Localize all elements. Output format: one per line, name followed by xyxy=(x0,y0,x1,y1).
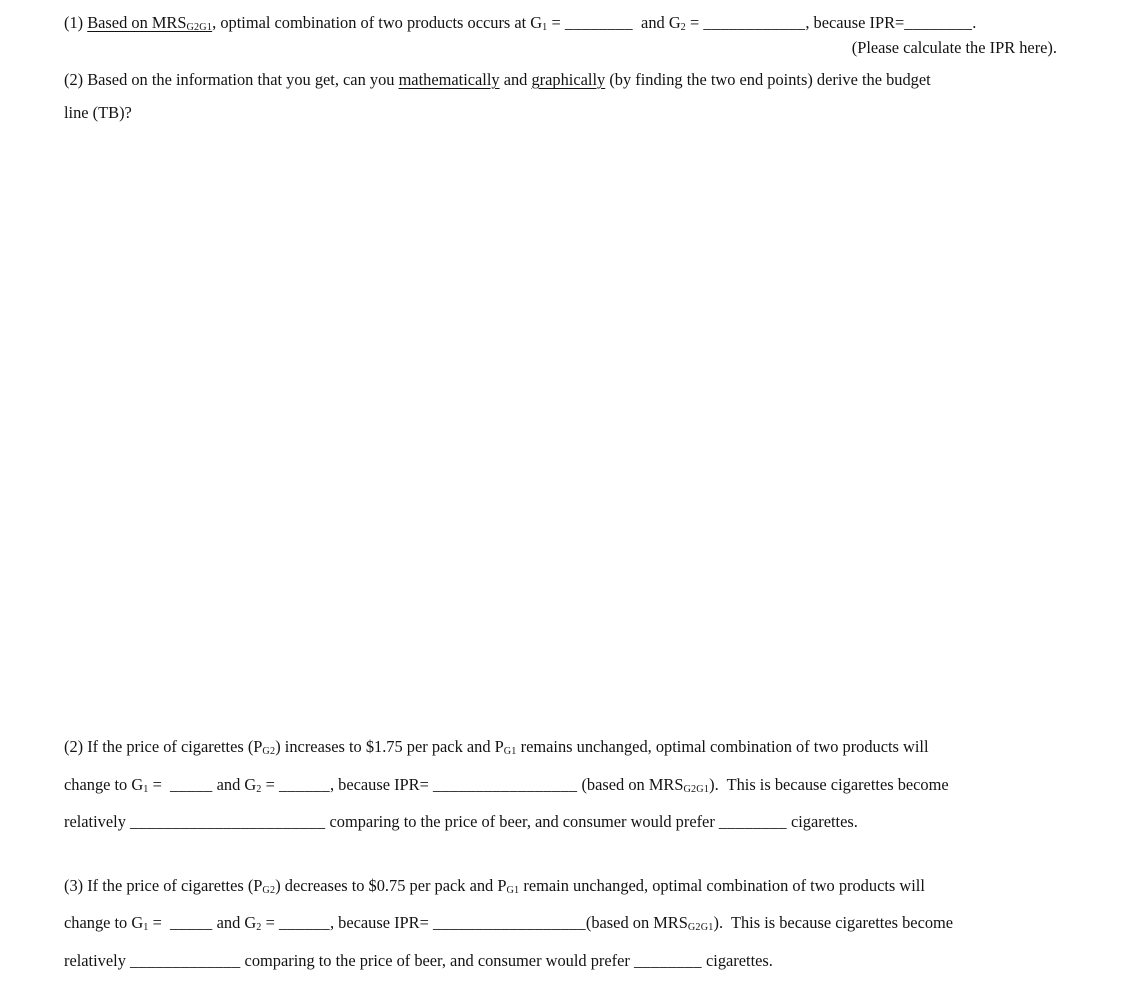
subscript-text: 1 xyxy=(143,783,149,795)
text-run: and G xyxy=(212,774,257,794)
text-run: , because IPR= xyxy=(329,913,433,932)
text-run: (1) xyxy=(64,13,88,32)
fill-in-blank: _________________ xyxy=(432,774,578,794)
fill-in-blank: ________ xyxy=(904,13,973,32)
price-decrease-line-2 xyxy=(64,906,1057,944)
text-run: relatively xyxy=(64,812,130,831)
subscript-text: 2 xyxy=(680,22,686,34)
text-run: (Please calculate the IPR here). xyxy=(851,38,1057,57)
subscript-text: 1 xyxy=(143,922,149,934)
text-run: = xyxy=(148,774,171,794)
text-run: , because IPR= xyxy=(329,774,433,794)
subscript-text: 2 xyxy=(256,783,262,795)
text-run: remain unchanged, optimal combination of two products will xyxy=(519,875,925,895)
text-run: relatively xyxy=(64,950,130,970)
text-run: , because IPR= xyxy=(805,13,905,32)
price-increase-line-2 xyxy=(64,768,1057,806)
question-2-line-1 xyxy=(64,63,1057,96)
text-run: ) increases to $1.75 per pack and P xyxy=(275,737,504,756)
text-run: = xyxy=(685,13,704,32)
price-increase-line-1 xyxy=(64,730,1057,768)
text-run: (based on MRS xyxy=(585,913,688,932)
text-run: mathematically xyxy=(398,70,500,89)
fill-in-blank: _____ xyxy=(170,913,213,932)
fill-in-blank: ________ xyxy=(718,812,787,831)
question-2-price-increase xyxy=(64,730,1057,840)
fill-in-blank: _____ xyxy=(170,774,213,794)
text-run: graphically xyxy=(531,70,606,89)
text-run: cigarettes. xyxy=(786,812,858,831)
fill-in-blank: ________ xyxy=(564,13,633,32)
ipr-note xyxy=(64,37,1057,59)
text-run: comparing to the price of beer, and consumer would prefer xyxy=(325,812,719,831)
text-run: remains unchanged, optimal combination of two products will xyxy=(516,737,929,756)
question-3-price-decrease xyxy=(64,869,1057,979)
text-run: and G xyxy=(632,13,681,32)
text-run: ). This is because cigarettes become xyxy=(713,913,954,932)
underlined-phrase xyxy=(87,13,212,32)
fill-in-blank: _____________ xyxy=(130,950,241,970)
subscript-text: G2G1 xyxy=(687,922,714,934)
subscript-text: G2 xyxy=(262,884,276,896)
underlined-phrase xyxy=(399,70,500,89)
text-run: (2) If the price of cigarettes (P xyxy=(64,737,263,756)
question-1-line-1 xyxy=(64,12,1057,37)
price-decrease-line-1 xyxy=(64,869,1057,907)
text-run: ) decreases to $0.75 per pack and P xyxy=(275,875,507,895)
blank-work-area xyxy=(64,129,1057,730)
price-increase-line-3 xyxy=(64,805,1057,840)
text-run: Based on MRS xyxy=(87,13,187,32)
fill-in-blank: _______________________ xyxy=(130,812,326,831)
price-decrease-line-3 xyxy=(64,944,1057,979)
text-run: (based on MRS xyxy=(577,774,684,794)
underlined-phrase xyxy=(531,70,605,89)
subscript-text: G2G1 xyxy=(186,22,213,34)
text-run: and xyxy=(499,70,532,89)
question-1-optimal-combination xyxy=(64,12,1057,59)
text-run: (2) Based on the information that you get, can you xyxy=(64,70,399,89)
text-run: = xyxy=(261,774,279,794)
subscript-text: G2G1 xyxy=(683,783,710,795)
text-run: , optimal combination of two products occurs at G xyxy=(212,13,543,32)
text-run: = xyxy=(261,913,279,932)
text-run: comparing to the price of beer, and consumer would prefer xyxy=(240,950,634,970)
subscript-text: G1 xyxy=(506,884,520,896)
subscript-text: 2 xyxy=(256,922,262,934)
text-run: (3) If the price of cigarettes (P xyxy=(64,875,263,895)
question-2-line-2 xyxy=(64,96,1057,129)
text-run: and G xyxy=(212,913,257,932)
fill-in-blank: ________ xyxy=(633,950,702,970)
document-body xyxy=(64,12,1057,978)
subscript-text: 1 xyxy=(542,22,548,34)
text-run: change to G xyxy=(64,913,144,932)
fill-in-blank: ______ xyxy=(278,913,330,932)
fill-in-blank: __________________ xyxy=(432,913,586,932)
text-run: = xyxy=(148,913,171,932)
fill-in-blank: ______ xyxy=(278,774,330,794)
text-run: ). This is because cigarettes become xyxy=(709,774,949,794)
subscript-text: G1 xyxy=(503,746,517,758)
text-run: (by finding the two end points) derive the budget xyxy=(605,70,931,89)
text-run: cigarettes. xyxy=(701,950,773,970)
question-2-budget-line xyxy=(64,63,1057,129)
text-run: change to G xyxy=(64,774,144,794)
text-run: = xyxy=(547,13,565,32)
text-run: line (TB)? xyxy=(64,103,132,122)
fill-in-blank: ____________ xyxy=(703,13,806,32)
subscript-text: G2 xyxy=(262,746,276,758)
text-run: . xyxy=(972,13,977,32)
